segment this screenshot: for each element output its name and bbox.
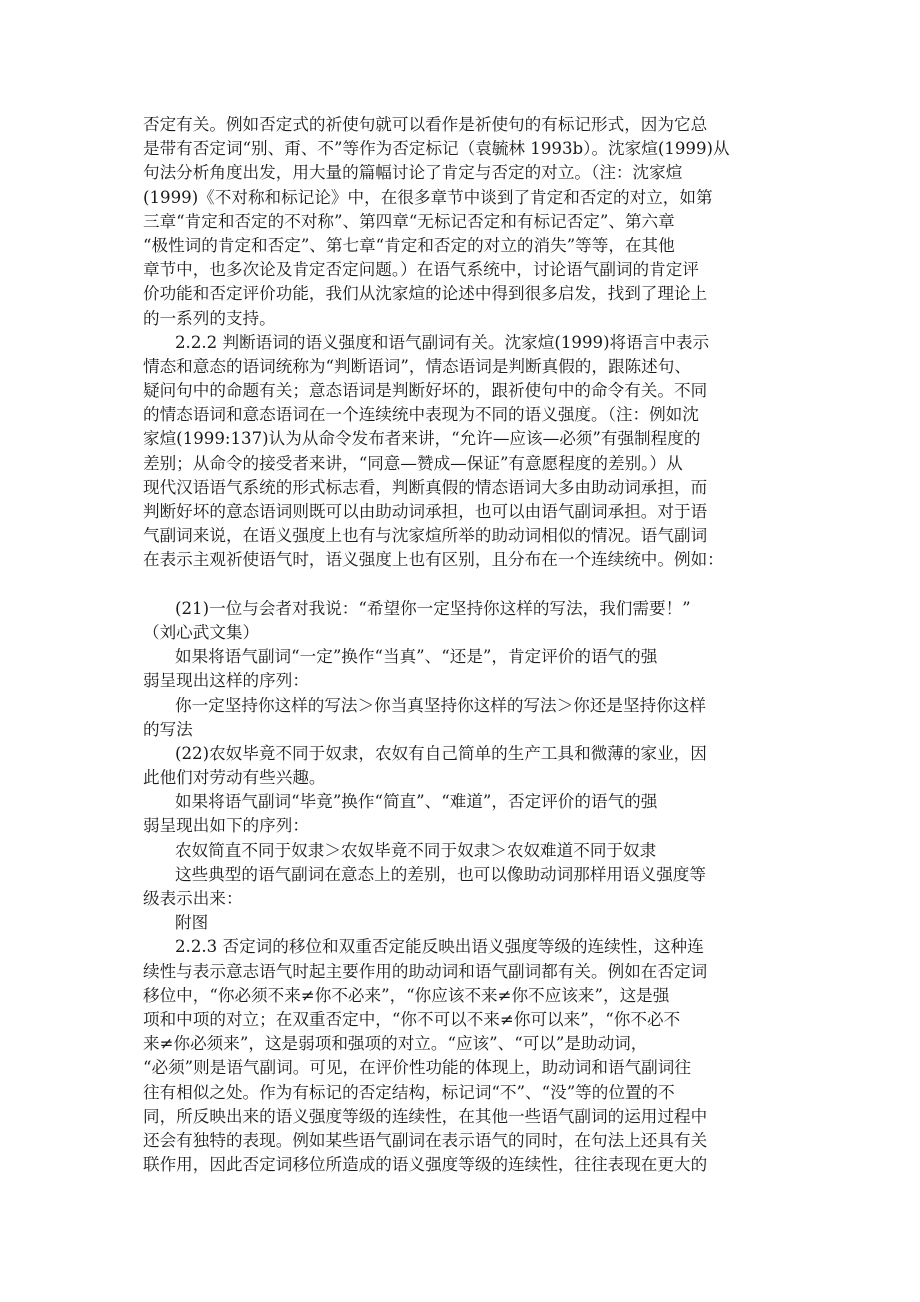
text-line: (22)农奴毕竟不同于奴隶，农奴有自己简单的生产工具和微薄的家业，因 xyxy=(175,743,707,763)
text-line: 同，所反映出来的语义强度等级的连续性，在其他一些语气副词的运用过程中 xyxy=(143,1106,708,1126)
body-text xyxy=(143,113,783,1177)
text-line: 的一系列的支持。 xyxy=(143,308,276,328)
text-line: 弱呈现出如下的序列： xyxy=(143,816,309,836)
text-line: 家煊(1999:137)认为从命令发布者来讲，“允许—应该—必须”有强制程度的 xyxy=(143,429,701,449)
text-line: 还会有独特的表现。例如某些语气副词在表示语气的同时，在句法上还具有关 xyxy=(143,1130,708,1150)
text-line: 级表示出来： xyxy=(143,889,243,908)
text-line: 移位中，“你必须不来≠你不必来”，“你应该不来≠你不应该来”，这是强 xyxy=(143,985,670,1005)
text-line: 现代汉语语气系统的形式标志看，判断真假的情态语词大多由助动词承担，而 xyxy=(143,477,708,497)
text-line: 项和中项的对立；在双重否定中，“你不可以不来≠你可以来”，“你不必不 xyxy=(143,1009,681,1029)
text-line: 的写法 xyxy=(143,719,193,739)
text-line: 附图 xyxy=(175,913,209,933)
text-line: 气副词来说，在语义强度上也有与沈家煊所举的助动词相似的情况。语气副词 xyxy=(143,526,708,546)
text-line: (21)一位与会者对我说：“希望你一定坚持你这样的写法，我们需要！” xyxy=(175,598,691,618)
text-line: (1999)《不对称和标记论》中，在很多章节中谈到了肯定和否定的对立，如第 xyxy=(143,187,713,207)
text-line: 此他们对劳动有些兴趣。 xyxy=(143,768,326,788)
text-line: 差别；从命令的接受者来讲，“同意—赞成—保证”有意愿程度的差别。）从 xyxy=(143,453,683,473)
text-line: 联作用，因此否定词移位所造成的语义强度等级的连续性，往往表现在更大的 xyxy=(143,1155,708,1175)
text-line: 是带有否定词“别、甭、不”等作为否定标记（袁毓林 1993b）。沈家煊(1999)从 xyxy=(143,139,730,159)
text-line: 疑问句中的命题有关；意态语词是判断好坏的，跟祈使句中的命令有关。不同 xyxy=(143,381,708,401)
text-line: 三章“肯定和否定的不对称”、第四章“无标记否定和有标记否定”、第六章 xyxy=(143,211,675,231)
text-line: 价功能和否定评价功能，我们从沈家煊的论述中得到很多启发，找到了理论上 xyxy=(143,284,708,304)
text-line: 如果将语气副词“一定”换作“当真”、“还是”，肯定评价的语气的强 xyxy=(175,647,658,667)
text-line: “极性词的肯定和否定”、第七章“肯定和否定的对立的消失”等等，在其他 xyxy=(143,235,675,255)
text-line: 判断好坏的意态语词则既可以由助动词承担，也可以由语气副词承担。对于语 xyxy=(143,502,708,521)
text-line: 续性与表示意志语气时起主要作用的助动词和语气副词都有关。例如在否定词 xyxy=(143,961,708,981)
text-line: 来≠你必须来”，这是弱项和强项的对立。“应该”、“可以”是助动词， xyxy=(143,1034,648,1054)
blank-line xyxy=(143,573,783,597)
text-line: 的情态语词和意态语词在一个连续统中表现为不同的语义强度。（注：例如沈 xyxy=(143,405,699,425)
text-line: 你一定坚持你这样的写法＞你当真坚持你这样的写法＞你还是坚持你这样 xyxy=(175,695,706,715)
text-line: 如果将语气副词“毕竟”换作“简直”、“难道”，否定评价的语气的强 xyxy=(175,792,658,812)
text-line: 农奴简直不同于奴隶＞农奴毕竟不同于奴隶＞农奴难道不同于奴隶 xyxy=(175,840,657,860)
text-line: 在表示主观祈使语气时，语义强度上也有区别，且分布在一个连续统中。例如： xyxy=(143,550,724,570)
text-line: 2.2.3 否定词的移位和双重否定能反映出语义强度等级的连续性，这种连 xyxy=(175,937,704,957)
text-line: 情态和意态的语词统称为“判断语词”，情态语词是判断真假的，跟陈述句、 xyxy=(143,356,691,376)
text-line: 弱呈现出这样的序列： xyxy=(143,671,309,691)
text-line: 句法分析角度出发，用大量的篇幅讨论了肯定与否定的对立。（注：沈家煊 xyxy=(143,163,683,183)
text-line: 章节中，也多次论及肯定否定问题。）在语气系统中，讨论语气副词的肯定评 xyxy=(143,260,699,280)
text-line: “必须”则是语气副词。可见，在评价性功能的体现上，助动词和语气副词往 xyxy=(143,1058,691,1078)
text-line: 2.2.2 判断语词的语义强度和语气副词有关。沈家煊(1999)将语言中表示 xyxy=(175,332,710,352)
text-line: 这些典型的语气副词在意态上的差别，也可以像助动词那样用语义强度等 xyxy=(175,864,706,884)
text-line: （刘心武文集） xyxy=(143,622,260,642)
text-line: 否定有关。例如否定式的祈使句就可以看作是祈使句的有标记形式，因为它总 xyxy=(143,115,708,134)
text-line: 往有相似之处。作为有标记的否定结构，标记词“不”、“没”等的位置的不 xyxy=(143,1082,675,1102)
